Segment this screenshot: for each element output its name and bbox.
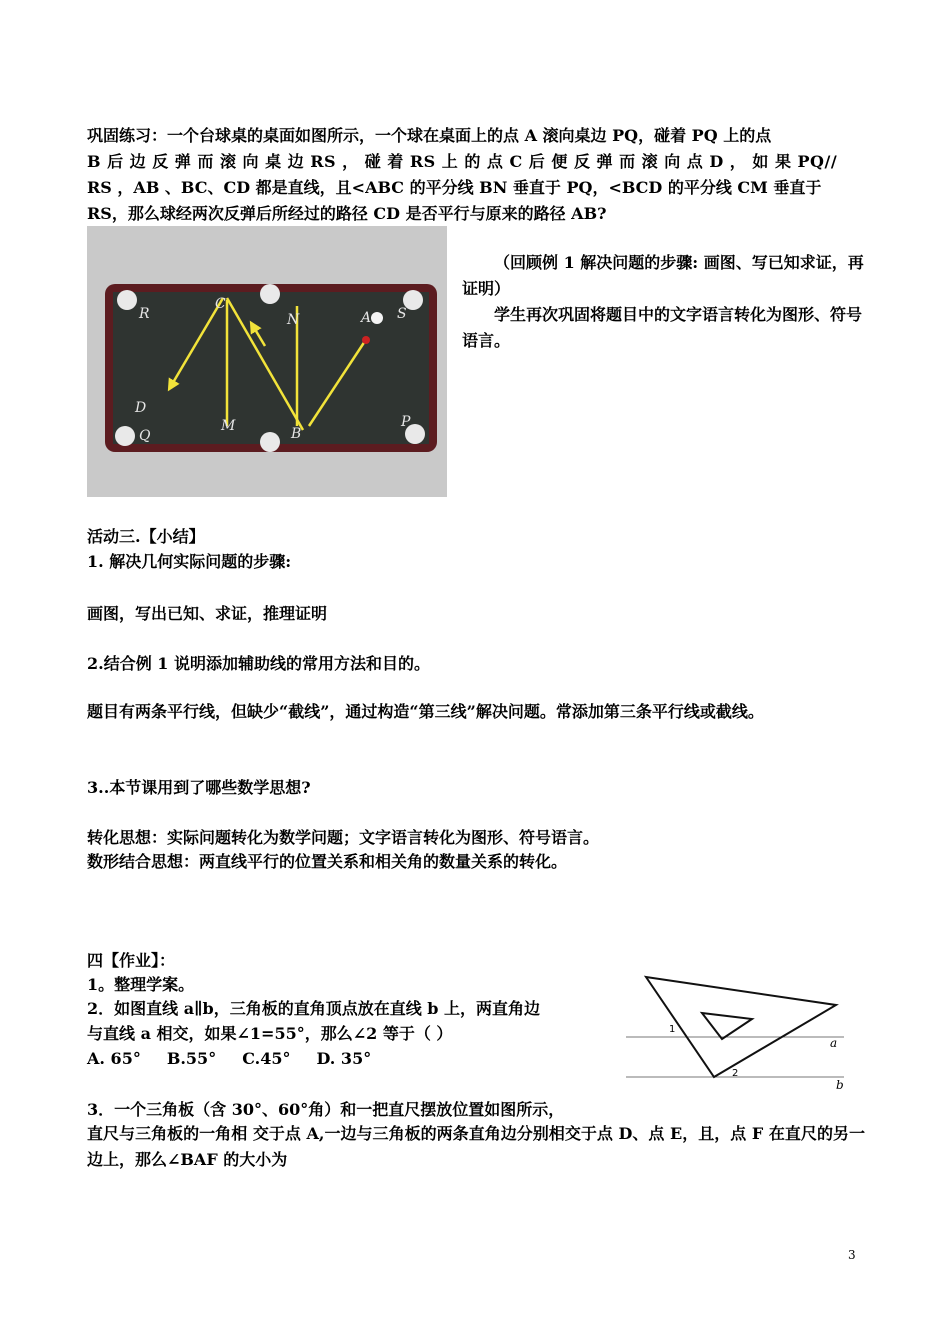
label-R: R [139, 306, 150, 322]
label-C: C [215, 296, 226, 312]
label-S: S [397, 306, 407, 322]
summary-a3-1: 转化思想：实际问题转化为数学问题；文字语言转化为图形、符号语言。 [87, 828, 600, 847]
side-note-2: 学生再次巩固将题目中的文字语言转化为图形、符号语言。 [462, 305, 863, 350]
label-A: A [361, 310, 372, 326]
cue-ball [371, 312, 383, 324]
practice-line-3: RS ，AB 、BC、CD 都是直线，且<ABC 的平分线 BN 垂直于 PQ，<BCD 的平分线 CM 垂直于 [87, 178, 822, 197]
triangle-inner [702, 1013, 752, 1039]
summary-a2: 题目有两条平行线，但缺少“截线”，通过构造“第三线”解决问题。常添加第三条平行线或截线。 [87, 702, 764, 721]
label-D: D [135, 400, 147, 416]
homework-options [87, 1046, 617, 1072]
summary-q1: 1. 解决几何实际问题的步骤: [87, 552, 292, 571]
label-Q: Q [139, 428, 151, 444]
red-ball [362, 336, 370, 344]
summary-a3-2: 数形结合思想：两直线平行的位置关系和相关角的数量关系的转化。 [87, 852, 568, 871]
angle-1-label: 1 [669, 1024, 676, 1035]
homework-item-1: 1。整理学案。 [87, 975, 195, 994]
side-note-1: （回顾例 1 解决问题的步骤: 画图、写已知求证，再证明） [462, 253, 864, 298]
label-B: B [291, 426, 302, 442]
page-number: 3 [848, 1248, 856, 1262]
practice-line-4: RS，那么球经两次反弹后所经过的路径 CD 是否平行与原来的路径 AB? [87, 204, 607, 223]
summary-q2: 2.结合例 1 说明添加辅助线的常用方法和目的。 [87, 654, 430, 673]
homework-item-3a: 3．一个三角板（含 30°、60°角）和一把直尺摆放位置如图所示， [87, 1100, 565, 1119]
homework-item-3b: 直尺与三角板的一角相 交于点 A,一边与三角板的两条直角边分别相交于点 D、点 E，且，点 F 在直尺的另一边上，那么∠BAF 的大小为 [87, 1124, 865, 1169]
homework-item-2a: 2．如图直线 a∥b，三角板的直角顶点放在直线 b 上，两直角边 [87, 999, 541, 1018]
line-b-label: b [836, 1078, 844, 1092]
option-c: C.45° [242, 1049, 291, 1068]
angle-2-label: 2 [732, 1068, 739, 1079]
summary-q3: 3..本节课用到了哪些数学思想? [87, 778, 311, 797]
label-P: P [401, 414, 411, 430]
homework-heading: 四【作业】： [87, 951, 176, 970]
summary-a1: 画图，写出已知、求证，推理证明 [87, 604, 328, 623]
option-a: A. 65° [87, 1049, 141, 1068]
summary-heading: 活动三.【小结】 [87, 527, 205, 546]
line-a-label: a [830, 1036, 838, 1050]
billiard-table-figure [87, 226, 447, 497]
practice-line-1: 巩固练习：一个台球桌的桌面如图所示，一个球在桌面上的点 A 滚向桌边 PQ，碰着 PQ 上的点 [87, 126, 772, 145]
label-N: N [287, 312, 300, 328]
option-b: B.55° [166, 1049, 217, 1068]
homework-item-2b: 与直线 a 相交，如果∠1=55°，那么∠2 等于（ ） [87, 1024, 453, 1043]
option-d: D. 35° [316, 1049, 372, 1068]
triangle-ruler-figure [626, 969, 856, 1097]
practice-line-2: B 后 边 反 弹 而 滚 向 桌 边 RS ， 碰 着 RS 上 的 点 C 后 便 反 弹 而 滚 向 点 D ， 如 果 PQ// [87, 152, 838, 171]
label-M: M [221, 418, 236, 434]
